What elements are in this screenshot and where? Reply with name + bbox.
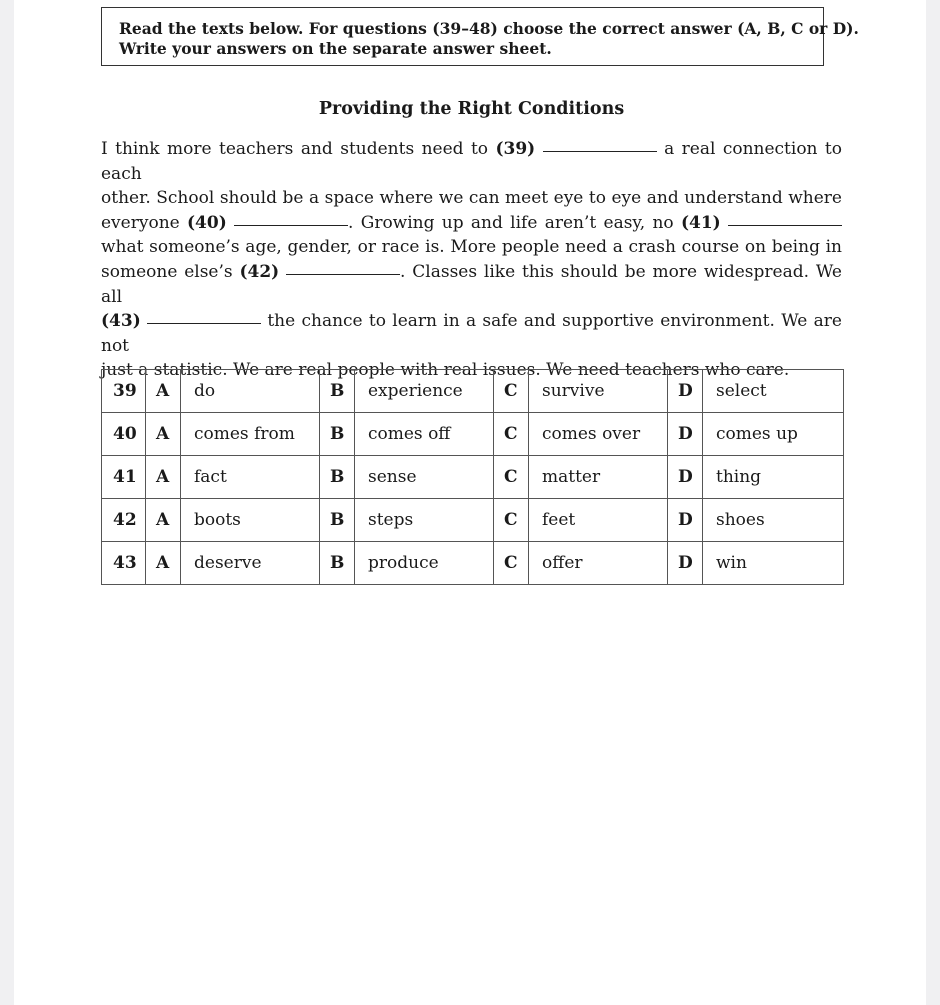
option-b: comes off [355, 413, 494, 456]
gap-42-blank [286, 273, 400, 275]
option-letter-a: A [146, 542, 181, 585]
option-a: boots [181, 499, 320, 542]
option-c: comes over [529, 413, 668, 456]
option-letter-b: B [320, 413, 355, 456]
table-row [102, 499, 844, 542]
passage-line [101, 211, 842, 236]
option-d: select [703, 370, 844, 413]
option-letter-c: C [494, 413, 529, 456]
option-a: do [181, 370, 320, 413]
option-letter-c: C [494, 456, 529, 499]
passage-fragment: I think more teachers and students need to [101, 139, 496, 159]
passage-title: Providing the Right Conditions [318, 99, 625, 119]
option-a: comes from [181, 413, 320, 456]
exam-page [14, 0, 926, 1005]
question-number: 41 [102, 456, 146, 499]
question-number: 39 [102, 370, 146, 413]
gap-43-blank [147, 322, 261, 324]
option-b: sense [355, 456, 494, 499]
option-c: matter [529, 456, 668, 499]
option-c: feet [529, 499, 668, 542]
passage-fragment: . Classes like this should be more widespread. We all [101, 261, 842, 307]
option-letter-d: D [668, 542, 703, 585]
option-letter-a: A [146, 499, 181, 542]
passage-line [101, 309, 842, 358]
instructions-line-2: Write your answers on the separate answer sheet. [119, 39, 552, 58]
question-number: 42 [102, 499, 146, 542]
option-letter-d: D [668, 456, 703, 499]
gap-number-40: (40) [187, 212, 227, 233]
gap-40-blank [234, 224, 348, 226]
option-c: offer [529, 542, 668, 585]
gap-41-blank [728, 224, 842, 226]
passage-text [101, 137, 842, 383]
table-row [102, 370, 844, 413]
option-letter-a: A [146, 413, 181, 456]
passage-fragment: a real connection to each [101, 139, 843, 184]
answer-options-table [101, 369, 844, 585]
question-number: 40 [102, 413, 146, 456]
option-letter-a: A [146, 456, 181, 499]
table-row [102, 456, 844, 499]
gap-number-39: (39) [495, 139, 536, 159]
option-d: comes up [703, 413, 844, 456]
option-letter-b: B [320, 370, 355, 413]
option-letter-b: B [320, 456, 355, 499]
option-b: steps [355, 499, 494, 542]
option-letter-c: C [494, 370, 529, 413]
table-row [102, 542, 844, 585]
option-letter-d: D [668, 499, 703, 542]
option-d: win [703, 542, 844, 585]
answer-options-body [102, 370, 844, 585]
passage-line [101, 260, 842, 309]
option-c: survive [529, 370, 668, 413]
passage-line: what someone’s age, gender, or race is. More people need a crash course on being in [101, 237, 842, 258]
option-d: thing [703, 456, 844, 499]
option-a: fact [181, 456, 320, 499]
passage-fragment: . Growing up and life aren’t easy, no [348, 212, 681, 233]
passage-fragment: someone else’s [101, 261, 240, 282]
passage-fragment: the chance to learn in a safe and supportive environment. We are not [101, 311, 842, 356]
option-letter-d: D [668, 370, 703, 413]
option-letter-c: C [494, 499, 529, 542]
option-letter-b: B [320, 542, 355, 585]
option-a: deserve [181, 542, 320, 585]
instructions-box [101, 7, 859, 66]
option-b: produce [355, 542, 494, 585]
passage-line: other. School should be a space where we can meet eye to eye and understand where [101, 188, 842, 209]
passage-line [101, 137, 842, 186]
passage-fragment: everyone [101, 212, 187, 233]
option-b: experience [355, 370, 494, 413]
gap-number-43: (43) [101, 311, 141, 332]
option-letter-a: A [146, 370, 181, 413]
option-letter-c: C [494, 542, 529, 585]
option-letter-d: D [668, 413, 703, 456]
option-letter-b: B [320, 499, 355, 542]
passage-line: just a statistic. We are real people with real issues. We need teachers who care. [101, 360, 790, 381]
question-number: 43 [102, 542, 146, 585]
gap-39-blank [543, 150, 657, 152]
gap-number-42: (42) [239, 261, 280, 282]
instructions-line-1: Read the texts below. For questions (39–48) choose the correct answer (A, B, C or D). [119, 19, 859, 38]
table-row [102, 413, 844, 456]
gap-number-41: (41) [680, 212, 721, 233]
option-d: shoes [703, 499, 844, 542]
